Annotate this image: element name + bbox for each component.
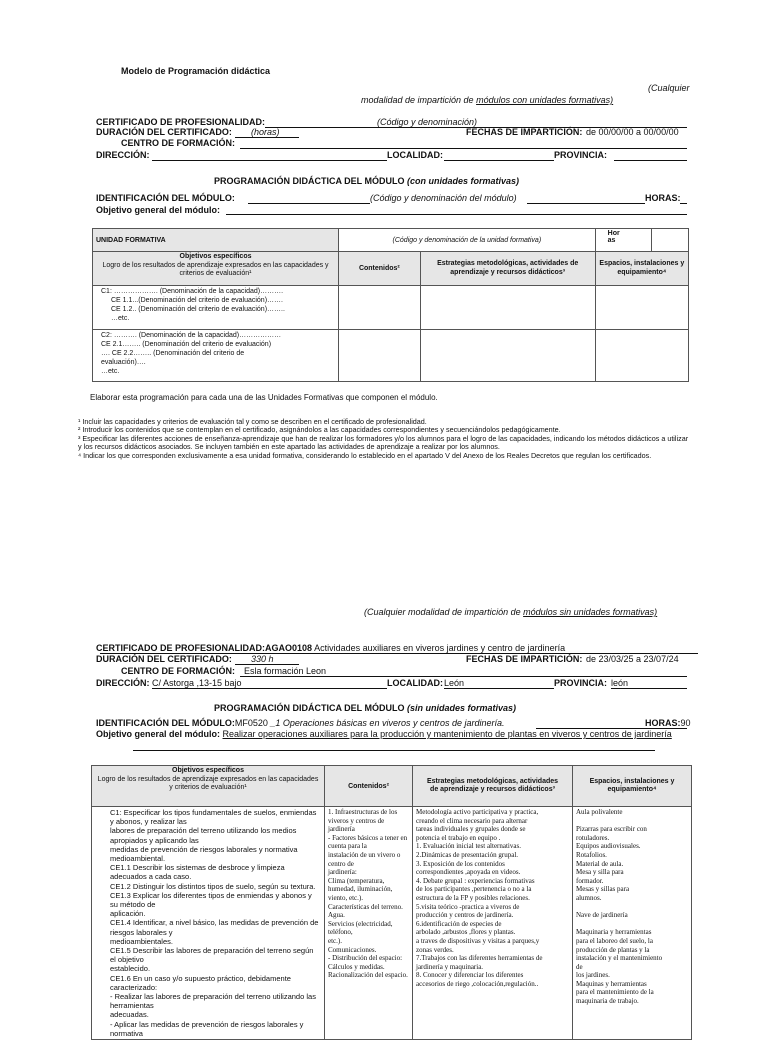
t2-col2-line: Servicios (electricidad, teléfono, xyxy=(328,919,393,937)
fechas2-label: FECHAS DE IMPARTICIÓN: xyxy=(466,654,583,664)
row1-line: CE 1.1...(Denominación del criterio de evaluación)……. xyxy=(111,297,283,304)
modality1-b: modalidad de impartición de xyxy=(361,95,474,105)
t2-col1-line: labores de preparación del terreno utilizando los medios apropiados y aplicando las xyxy=(110,826,297,845)
provincia-line xyxy=(614,160,687,161)
table-1 xyxy=(92,228,689,382)
t2-col3-line: zonas verdes. xyxy=(416,945,454,954)
t2-col2-line: Cálculos y medidas. xyxy=(328,962,385,971)
t2-col4 xyxy=(573,807,692,1040)
t2-col4-line xyxy=(576,817,688,826)
t2-col1-line: establecido. xyxy=(110,964,151,974)
t2-col1-line: CE1.5 Describir las labores de preparación del terreno según el objetivo xyxy=(110,946,314,965)
horas-label: HORAS: xyxy=(645,193,681,203)
direccion-label: DIRECCIÓN: xyxy=(96,150,150,160)
duration2-value: 330 h xyxy=(251,654,274,664)
ident2-code: MF0520 xyxy=(234,718,268,728)
t2-col4-line: instalación y el mantenimiento xyxy=(576,954,663,963)
t2-col1-line: medioambientales. xyxy=(110,936,173,946)
row2-espacios xyxy=(595,330,688,382)
row2-line: …etc. xyxy=(101,368,120,375)
footnote-1: ¹ Incluir las capacidades y criterios de evaluación tal y como se describen en el certificado de profesionalidad. xyxy=(78,417,427,426)
row2-line: CE 2.1…….. (Denominación del criterio de evaluación) xyxy=(101,341,272,348)
t2-obj-sub: Logro de los resultados de aprendizaje expresados en las capacidades y criterios de evaluación¹ xyxy=(97,775,319,791)
t2-col1 xyxy=(92,807,325,1040)
localidad-label: LOCALIDAD: xyxy=(387,150,443,160)
fechas-value: de 00/00/00 a 00/00/00 xyxy=(586,127,679,137)
t2-col3-line: 2.Dinámicas de presentación grupal. xyxy=(416,850,519,859)
t2-col2 xyxy=(325,807,413,1040)
t2-col3 xyxy=(413,807,573,1040)
t2-col4-line: Mesa y silla para xyxy=(576,868,624,877)
objetivo-line xyxy=(226,214,687,215)
t2-estrategias-a: Estrategias metodológicas, actividades xyxy=(426,777,559,785)
t2-col4-line: Nave de jardinería xyxy=(576,911,628,920)
modality1-a: (Cualquier xyxy=(648,83,690,93)
prog-title-2-text: PROGRAMACIÓN DIDÁCTICA DEL MÓDULO xyxy=(214,703,405,713)
modality1-c: módulos con unidades formativas) xyxy=(476,95,614,105)
t2-contenidos-header: Contenidos² xyxy=(325,766,413,807)
ident-label: IDENTIFICACIÓN DEL MÓDULO: xyxy=(96,193,235,203)
t2-estrategias-header xyxy=(413,766,573,807)
prog-title-sin: (sin unidades formativas) xyxy=(407,703,517,713)
t2-col2-line: 1. Infraestructuras de los viveros y centros de xyxy=(328,808,398,825)
cert-hint: (Código y denominación) xyxy=(377,117,478,127)
localidad2-value: León xyxy=(444,678,465,688)
t2-col4-line: para el laboreo del suelo, la xyxy=(576,936,653,945)
t2-col3-line: correspondientes ,apoyada en videos. xyxy=(416,868,521,877)
t2-col4-line: rotuladores. xyxy=(576,833,610,842)
footnote-4: ⁴ Indicar los que corresponden exclusivamente a esa unidad formativa, considerando lo establecido en el apartado V del Anexo de los Reales Decretos que regulan los certificados. xyxy=(78,450,652,460)
t2-col2-line: viento, etc.). xyxy=(328,893,363,902)
t2-col4-line: Maquinas y herramientas xyxy=(576,979,647,988)
obj-sub: Logro de los resultados de aprendizaje expresados en las capacidades y criterios de evaluación¹ xyxy=(102,261,329,277)
direccion2-label: DIRECCIÓN: xyxy=(96,678,150,688)
ident-hint: (Código y denominación del módulo) xyxy=(370,193,517,203)
t2-col1-line: CE1.3 Explicar los diferentes tipos de enmiendas y abonos y su método de xyxy=(110,890,312,910)
localidad2-label: LOCALIDAD: xyxy=(387,678,443,688)
t2-col1-line: adecuadas. xyxy=(110,1010,149,1020)
t2-col4-line: Aula polivalente xyxy=(576,808,623,816)
cert2-desc: Actividades auxiliares en viveros jardines y centro de jardinería xyxy=(314,643,566,653)
t2-col1-line: medidas de prevención de riesgos laborales y normativa medioambiental. xyxy=(110,844,298,864)
obj-header xyxy=(93,252,339,286)
t2-col4-line: de xyxy=(576,962,583,971)
objetivo2-value: Realizar operaciones auxiliares para la producción y mantenimiento de plantas en viveros y centros de jardinería xyxy=(222,729,672,739)
t2-espacios-header: Espacios, instalaciones y equipamiento⁴ xyxy=(573,766,692,807)
row2-obj xyxy=(93,330,339,382)
t2-col3-line: arbolado ,arbustos ,flores y plantas. xyxy=(416,928,516,937)
t2-col4-line: producción de plantas y la xyxy=(576,945,650,954)
cert-label: CERTIFICADO DE PROFESIONALIDAD: xyxy=(96,117,266,127)
cert2-row xyxy=(96,643,565,653)
row2-contenidos xyxy=(339,330,421,382)
footnote-3: ³ Especificar las diferentes acciones de enseñanza-aprendizaje que han de realizar los formadores y/o los alumnos para el logro de las capacidades, indicando los métodos didácticos a utilizar y los recursos didácticos asociados. Se incluyen también en este apartado las actividades de aprendizaje a realizar por los alumnos. xyxy=(78,433,689,452)
row1-line: CE 1.2.. (Denominación del criterio de evaluación)…….. xyxy=(111,306,285,313)
uf-hint: (Código y denominación de la unidad formativa) xyxy=(339,229,596,252)
t2-col1-line: C1: Especificar los tipos fundamentales de suelos, enmiendas y abonos, y realizar las xyxy=(110,808,317,827)
centro2-value: Esla formación Leon xyxy=(244,666,327,676)
horas2-label: HORAS: xyxy=(645,718,681,728)
modality2-a: (Cualquier modalidad de impartición de xyxy=(364,607,521,617)
t2-obj-title: Objetivos específicos xyxy=(172,767,244,774)
t2-col1-line: CE1.6 En un caso y/o supuesto práctico, debidamente caracterizado: xyxy=(110,973,291,992)
t2-col2-line: jardinería xyxy=(328,825,355,834)
t2-col4-line: formador. xyxy=(576,876,604,885)
t2-col3-line: 8. Conocer y diferenciar los diferentes xyxy=(416,971,524,980)
t2-col1-line: CE1.2 Distinguir los distintos tipos de suelo, según su textura. xyxy=(110,881,316,891)
t2-col3-line: de los participantes ,pertenencia o no a la xyxy=(416,885,532,894)
t2-col3-line: potencia el trabajo en equipo . xyxy=(416,833,501,842)
t2-col2-line: Comunicaciones. xyxy=(328,945,377,954)
t2-col2-line: etc.). xyxy=(328,936,342,945)
t2-col4-line xyxy=(576,920,688,929)
t2-col3-line: 7.Trabajos con las diferentes herramientas de xyxy=(416,954,543,963)
direccion2-line xyxy=(152,688,387,689)
t2-col4-line: los jardines. xyxy=(576,971,610,980)
t2-col3-line: tareas individuales y grupales donde se xyxy=(416,825,526,834)
t2-col4-line: Pizarras para escribir con xyxy=(576,825,647,834)
t2-col3-line: 6.identificación de especies de xyxy=(416,919,502,928)
t2-col4-line: maquinaria de trabajo. xyxy=(576,997,639,1006)
estrategias-header: Estrategias metodológicas, actividades de aprendizaje y recursos didácticos³ xyxy=(420,252,595,286)
centro-label: CENTRO DE FORMACIÓN: xyxy=(121,138,235,148)
t2-col3-line: Metodología activo participativa y practica, xyxy=(416,808,539,816)
row2-line: …. CE 2.2…….. (Denominación del criterio de xyxy=(101,350,245,357)
t2-col4-line: para el mantenimiento de la xyxy=(576,988,654,997)
t2-col1-line: - Realizar las labores de preparación del terreno utilizando las herramientas xyxy=(110,992,316,1011)
t2-col4-line: Equipos audiovisuales. xyxy=(576,842,641,851)
cert2-label: CERTIFICADO DE PROFESIONALIDAD: xyxy=(96,643,266,653)
row2-estrategias xyxy=(420,330,595,382)
modality1-line xyxy=(361,95,613,105)
doc-title: Modelo de Programación didáctica xyxy=(121,66,271,76)
t2-col4-line: Material de aula. xyxy=(576,859,624,868)
t2-col1-line: - Aplicar las medidas de prevención de riesgos laborales y normativa xyxy=(110,1019,304,1038)
footnotes xyxy=(78,418,690,460)
espacios-header: Espacios, instalaciones y equipamiento⁴ xyxy=(595,252,688,286)
provincia2-line xyxy=(611,688,687,689)
prog-title-2 xyxy=(214,703,516,713)
t2-col4-line: Maquinaria y herramientas xyxy=(576,928,652,937)
t2-col2-line: Racionalización del espacio. xyxy=(328,971,408,980)
localidad2-line xyxy=(444,688,554,689)
t2-col3-line: 4. Debate grupal : experiencias formativas xyxy=(416,876,535,885)
prog-title-1 xyxy=(214,176,519,186)
provincia-label: PROVINCIA: xyxy=(554,150,608,160)
centro2-line xyxy=(240,676,687,677)
duration2-line xyxy=(235,664,299,665)
t2-col3-line: estructura de la FP y posibles relaciones. xyxy=(416,893,530,902)
t2-col4-line xyxy=(576,903,688,912)
localidad-line xyxy=(444,160,554,161)
direccion-line xyxy=(152,160,387,161)
objetivo-label: Objetivo general del módulo: xyxy=(96,205,221,215)
objetivo2-label: Objetivo general del módulo: xyxy=(96,729,221,739)
horas2-value: 90 xyxy=(680,718,691,728)
row1-line: …etc. xyxy=(111,315,130,322)
horas-line xyxy=(680,203,687,204)
provincia2-value: león xyxy=(611,678,629,688)
t2-col2-line: - Distribución del espacio: xyxy=(328,954,403,963)
t2-col2-line: instalación de un vivero o centro de xyxy=(328,850,401,868)
modality2 xyxy=(364,607,657,617)
horas-a: Hor xyxy=(607,230,620,237)
centro2-label: CENTRO DE FORMACIÓN: xyxy=(121,666,235,676)
uf-label: UNIDAD FORMATIVA xyxy=(93,229,339,252)
fechas-label: FECHAS DE IMPARTICIÓN: xyxy=(466,127,583,137)
t2-col3-line: a traves de dispositivas y visitas a parques,y xyxy=(416,936,540,945)
t2-col3-line: producción y centros de jardinería. xyxy=(416,911,514,920)
table-2 xyxy=(91,765,692,1040)
duration-hint: (horas) xyxy=(251,127,280,137)
ident2-name: _1 Operaciones básicas en viveros y centros de jardinería. xyxy=(270,718,505,728)
row1-estrategias xyxy=(420,286,595,330)
t2-col3-line: creando el clima necesario para alternar xyxy=(416,816,528,825)
ident2-row xyxy=(96,718,505,728)
t2-col1-line: aplicación. xyxy=(110,909,146,919)
fechas2-value: de 23/03/25 a 23/07/24 xyxy=(586,654,679,664)
provincia2-label: PROVINCIA: xyxy=(554,678,608,688)
t2-col2-line: Características del terreno. xyxy=(328,902,403,911)
contenidos-header: Contenidos² xyxy=(339,252,421,286)
t2-col3-line: jardinería y maquinaria. xyxy=(416,962,484,971)
t2-col1-line: CE1.4 Identificar, a nivel básico, las medidas de prevención de riesgos laborales y xyxy=(110,918,319,937)
horas2-row xyxy=(645,718,691,728)
t2-col4-line: Mesas y sillas para xyxy=(576,885,630,894)
t2-col2-line: Agua. xyxy=(328,911,345,920)
footnote-2: ² Introducir los contenidos que se contemplan en el certificado, asignándolos a las capacidades correspondientes y secuenciándolos pedagógicamente. xyxy=(78,425,561,435)
t2-obj-header xyxy=(92,766,325,807)
ident-line xyxy=(248,203,370,204)
t2-col3-line: 3. Exposición de los contenidos xyxy=(416,859,505,868)
ident-line-2 xyxy=(527,203,645,204)
elaborar-text: Elaborar esta programación para cada una de las Unidades Formativas que componen el módulo. xyxy=(90,393,438,402)
row2-line: C2: ………. (Denominación de la capacidad)……………… xyxy=(101,332,282,339)
t2-col3-line: 1. Evaluación inicial test alternativas. xyxy=(416,842,521,851)
cert2-value: AGAO0108 xyxy=(265,643,313,653)
objetivo2-row xyxy=(96,729,672,739)
prog-title-text: PROGRAMACIÓN DIDÁCTICA DEL MÓDULO xyxy=(214,176,405,186)
row1-obj xyxy=(93,286,339,330)
row1-espacios xyxy=(595,286,688,330)
prog-title-con: (con unidades formativas) xyxy=(407,176,520,186)
t2-col3-line: accesorios de riego ,colocación,regulación.. xyxy=(416,979,539,988)
row1-line: C1: ………………. (Denominación de la capacidad)………. xyxy=(101,288,284,295)
t2-col2-line: jardinería: xyxy=(328,868,357,877)
direccion2-value: C/ Astorga ,13-15 bajo xyxy=(152,678,242,688)
duration-label: DURACIÓN DEL CERTIFICADO: xyxy=(96,127,232,137)
ident2-label: IDENTIFICACIÓN DEL MÓDULO: xyxy=(96,718,235,728)
row1-contenidos xyxy=(339,286,421,330)
t2-col2-line: - Factores básicos a tener en cuenta para la xyxy=(328,833,408,851)
uf-horas-value xyxy=(651,229,688,252)
duration-line xyxy=(235,137,299,138)
t2-col3-line: 5.visita teórico -practica a viveros de xyxy=(416,902,520,911)
horas-b: as xyxy=(607,237,616,244)
t2-col4-line: alumnos. xyxy=(576,893,602,902)
t2-col4-line: Rotafolios. xyxy=(576,850,607,859)
uf-horas xyxy=(595,229,651,252)
row2-line: evaluación)…. xyxy=(101,359,146,366)
t2-col1-line: CE1.1 Describir los sistemas de desbroce y limpieza adecuados a cada caso. xyxy=(110,863,285,882)
t2-col2-line: Clima (temperatura, humedad, iluminación, xyxy=(328,876,393,894)
cert-line xyxy=(265,127,377,128)
centro-line xyxy=(240,148,687,149)
duration2-label: DURACIÓN DEL CERTIFICADO: xyxy=(96,654,232,664)
modality2-b: módulos sin unidades formativas) xyxy=(523,607,658,617)
obj-title: Objetivos específicos xyxy=(179,253,252,260)
t2-estrategias-b: de aprendizaje y recursos didácticos³ xyxy=(430,786,555,793)
objetivo2-line-2 xyxy=(133,750,655,751)
